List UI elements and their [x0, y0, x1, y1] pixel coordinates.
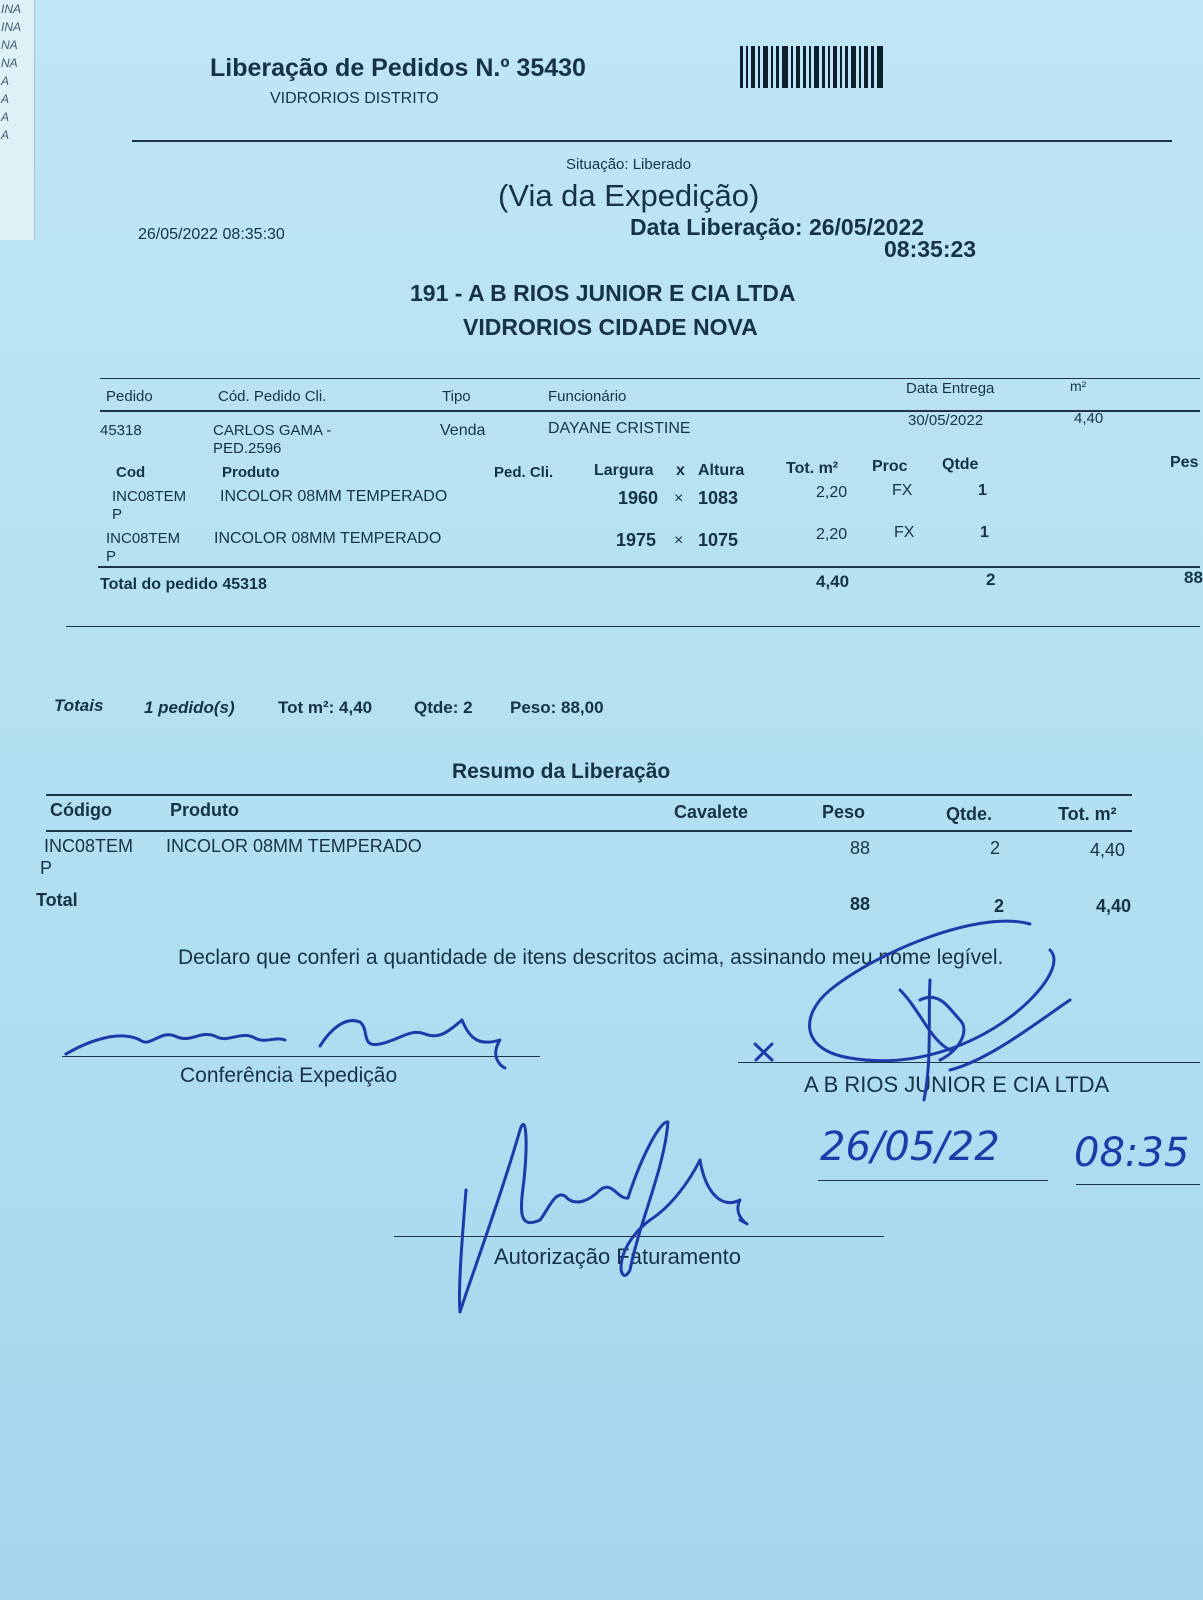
item-col-tot-m2: Tot. m² [786, 460, 839, 477]
col-m2: m² [1070, 378, 1087, 394]
company-name: VIDRORIOS DISTRITO [270, 90, 439, 107]
release-time: 08:35:23 [884, 236, 977, 262]
signature-autorizacao [459, 1122, 747, 1312]
summary-tot-m2: 4,40 [1090, 840, 1126, 860]
summary-produto: INCOLOR 08MM TEMPERADO [166, 836, 422, 856]
item-produto: INCOLOR 08MM TEMPERADO [214, 530, 442, 547]
copy-type: (Via da Expedição) [498, 178, 760, 213]
summary-total-peso: 88 [850, 894, 871, 914]
item-col-x: x [676, 462, 685, 479]
print-datetime: 26/05/2022 08:35:30 [138, 226, 285, 243]
item-col-proc: Proc [872, 458, 908, 475]
order-type: Venda [440, 422, 486, 439]
item-qtde: 1 [978, 482, 987, 499]
col-data-entrega: Data Entrega [906, 380, 995, 397]
summary-col-codigo: Código [50, 800, 112, 820]
handwritten-time: 08:35 [1074, 1130, 1190, 1176]
edge-text: NA [1, 56, 18, 70]
conferencia-label: Conferência Expedição [180, 1064, 398, 1087]
edge-text: NA [1, 38, 18, 52]
summary-col-tot-m2: Tot. m² [1058, 804, 1117, 824]
summary-col-cavalete: Cavalete [674, 802, 749, 822]
col-pedido: Pedido [106, 388, 153, 405]
document-title: Liberação de Pedidos N.º 35430 [210, 54, 586, 82]
order-total-m2: 4,40 [816, 572, 850, 591]
order-total-label: Total do pedido 45318 [100, 576, 267, 593]
item-cod: INC08TEM [112, 488, 187, 505]
summary-col-peso: Peso [822, 802, 866, 822]
summary-peso: 88 [850, 838, 871, 858]
col-cod-pedido-cli: Cód. Pedido Cli. [218, 388, 327, 405]
item-cod-cont: P [112, 506, 123, 523]
status-text: Situação: Liberado [566, 156, 692, 173]
item-altura: 1083 [698, 488, 739, 508]
item-proc: FX [892, 482, 913, 499]
col-funcionario: Funcionário [548, 388, 627, 405]
totals-m2: Tot m²: 4,40 [278, 698, 373, 717]
item-qtde: 1 [980, 524, 989, 541]
edge-text: INA [1, 2, 22, 16]
signature-client [755, 921, 1070, 1100]
edge-text: A [1, 110, 10, 124]
item-col-produto: Produto [222, 464, 280, 481]
item-proc: FX [894, 524, 915, 541]
client-signature-label: A B RIOS JUNIOR E CIA LTDA [804, 1072, 1110, 1097]
handwritten-date: 26/05/22 [820, 1124, 1000, 1170]
item-cod-cont: P [106, 548, 117, 565]
signature-conferencia [66, 1020, 505, 1068]
summary-title: Resumo da Liberação [452, 760, 671, 783]
declaration-text: Declaro que conferi a quantidade de itens descritos acima, assinando meu nome legível. [178, 946, 1004, 969]
client-store: VIDRORIOS CIDADE NOVA [463, 314, 758, 340]
client-name: 191 - A B RIOS JUNIOR E CIA LTDA [410, 280, 796, 306]
order-total-qtde: 2 [986, 570, 996, 589]
item-cod: INC08TEM [106, 530, 181, 547]
item-col-ped-cli: Ped. Cli. [494, 464, 554, 481]
edge-text: A [1, 92, 10, 106]
summary-col-qtde: Qtde. [946, 804, 993, 824]
edge-text: INA [1, 20, 22, 34]
edge-text: A [1, 74, 10, 88]
order-total-peso: 88 [1184, 568, 1203, 587]
summary-qtde: 2 [990, 838, 1001, 858]
employee-name: DAYANE CRISTINE [548, 420, 691, 437]
summary-total-label: Total [36, 890, 78, 910]
totals-qtde: Qtde: 2 [414, 698, 473, 717]
item-col-qtde: Qtde [942, 456, 979, 473]
item-produto: INCOLOR 08MM TEMPERADO [220, 488, 448, 505]
edge-text: A [1, 128, 10, 142]
summary-cod-cont: P [40, 858, 53, 878]
totals-label: Totais [54, 696, 104, 715]
delivery-date: 30/05/2022 [908, 412, 984, 429]
client-order-code: CARLOS GAMA - [213, 422, 332, 439]
totals-peso: Peso: 88,00 [510, 698, 604, 717]
order-number: 45318 [100, 422, 142, 439]
item-col-cod: Cod [116, 464, 146, 481]
item-tot-m2: 2,20 [816, 526, 848, 543]
release-date: Data Liberação: 26/05/2022 [630, 214, 925, 240]
client-order-code-cont: PED.2596 [213, 440, 282, 457]
item-x: × [674, 490, 684, 507]
order-m2: 4,40 [1074, 410, 1104, 427]
summary-col-produto: Produto [170, 800, 239, 820]
item-col-altura: Altura [698, 462, 745, 479]
item-col-peso: Pes [1170, 454, 1199, 471]
item-largura: 1960 [618, 488, 659, 508]
item-altura: 1075 [698, 530, 739, 550]
summary-total-tot: 4,40 [1096, 896, 1132, 916]
item-x: × [674, 532, 684, 549]
item-largura: 1975 [616, 530, 657, 550]
totals-pedidos: 1 pedido(s) [144, 698, 235, 717]
item-col-largura: Largura [594, 462, 654, 479]
summary-total-qtde: 2 [994, 896, 1005, 916]
col-tipo: Tipo [442, 388, 471, 405]
item-tot-m2: 2,20 [816, 484, 848, 501]
autorizacao-label: Autorização Faturamento [494, 1244, 742, 1269]
summary-cod: INC08TEM [44, 836, 134, 856]
